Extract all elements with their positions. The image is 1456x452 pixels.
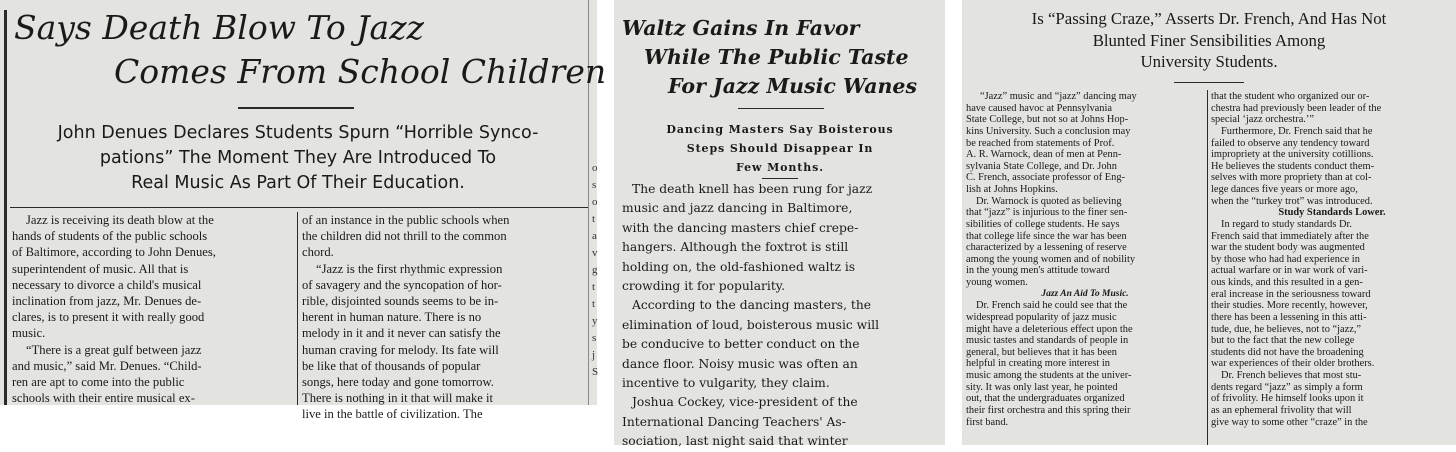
- text-line: be like that of thousands of popular: [302, 358, 481, 373]
- text-line: might have a deleterious effect upon the: [966, 323, 1133, 335]
- deck-line-2: Steps Should Disappear In: [686, 142, 874, 155]
- gutter-char: o: [592, 196, 598, 208]
- text-line: out, that the undergraduates organized: [966, 393, 1125, 405]
- text-line: inclination from jazz, Mr. Denues de-: [12, 294, 202, 309]
- headline-line-2: While The Public Taste: [644, 45, 909, 69]
- gutter-char: t: [592, 281, 596, 293]
- text-line: He believes the students conduct them-: [1211, 160, 1375, 172]
- text-line: schools with their entire musical ex-: [12, 391, 195, 406]
- text-line: music tastes and standards of people in: [966, 335, 1129, 347]
- text-line: helpful in creating more interest in: [966, 358, 1110, 370]
- text-line: ous kinds, and this resulted in a gen-: [1211, 277, 1363, 288]
- text-line: C. French, associate professor of Eng-: [966, 172, 1125, 184]
- text-line: music among the students at the univer-: [966, 370, 1132, 381]
- text-line: French said that immediately after the: [1211, 230, 1369, 242]
- text-line: Dr. French said he could see that the: [976, 300, 1128, 312]
- text-line: give way to some other “craze” in the: [1211, 416, 1368, 428]
- headline-line-1: Says Death Blow To Jazz: [14, 8, 424, 47]
- text-line: sibilities of college students. He says: [966, 218, 1120, 230]
- text-line: first band.: [966, 416, 1009, 428]
- body-column: [622, 180, 942, 452]
- left-border-rule: [4, 10, 7, 405]
- text-line: hangers. Although the foxtrot is still: [622, 240, 849, 255]
- text-line: eral increase in the seriousness toward: [1211, 288, 1371, 300]
- text-line: when the “turkey trot” was introduced.: [1211, 195, 1373, 207]
- text-line: music and jazz dancing in Baltimore,: [622, 201, 853, 216]
- adjacent-column-fragment: [592, 160, 598, 381]
- text-line: “Jazz is the first rhythmic expression: [316, 261, 503, 276]
- text-line: special ‘jazz orchestra.’”: [1211, 114, 1314, 126]
- text-line: ren are apt to come into the public: [12, 375, 185, 390]
- text-line: necessary to divorce a child's musical: [12, 277, 202, 292]
- text-line: young women.: [966, 277, 1028, 288]
- text-line: dents regard “jazz” as simply a form: [1211, 381, 1363, 393]
- text-line: by those who had had experience in: [1211, 253, 1360, 265]
- headline: [618, 14, 942, 101]
- text-line: Dr. French believes that most stu-: [1221, 370, 1362, 381]
- text-line: chord.: [302, 245, 334, 260]
- text-line: and music,” said Mr. Denues. “Child-: [12, 358, 202, 373]
- text-line: characterized by a lessening of reserve: [966, 242, 1127, 254]
- text-line: have caused havoc at Pennsylvania: [966, 102, 1112, 114]
- body-column-1: [966, 91, 1204, 428]
- deck: [618, 120, 942, 177]
- text-line: elimination of loud, boisterous music will: [622, 317, 880, 332]
- text-line: According to the dancing masters, the: [632, 298, 872, 313]
- text-line: widespread popularity of jazz music: [966, 311, 1117, 323]
- headline: [964, 8, 1454, 73]
- text-line: rible, disjointed sounds seems to be in-: [302, 294, 499, 309]
- gutter-char: v: [592, 247, 598, 259]
- text-line: Joshua Cockey, vice-president of the: [632, 395, 858, 410]
- text-line: There is nothing in it that will make it: [302, 391, 493, 406]
- gutter-char: s: [592, 179, 597, 191]
- text-line: failed to observe any tendency toward: [1211, 137, 1370, 149]
- text-line: incentive to vulgarity, they claim.: [622, 376, 830, 391]
- text-line: lege dances five years or more ago,: [1211, 184, 1358, 195]
- text-line: with the dancing masters chief crepe-: [622, 220, 859, 235]
- text-line: melody in it and it never can satisfy the: [302, 326, 501, 341]
- deck-line-1: Dancing Masters Say Boisterous: [666, 123, 894, 136]
- text-line: dance floor. Noisy music was often an: [622, 356, 858, 371]
- text-line: songs, here today and gone tomorrow.: [302, 375, 494, 390]
- text-line: “Jazz” music and “jazz” dancing may: [980, 91, 1137, 102]
- text-line: human craving for melody. Its fate will: [302, 342, 499, 357]
- text-line: be reached from statements of Prof.: [966, 137, 1115, 149]
- headline-line-1: Waltz Gains In Favor: [622, 16, 860, 40]
- text-line: In regard to study standards Dr.: [1221, 218, 1353, 230]
- text-line: kins University. Such a conclusion may: [966, 125, 1131, 137]
- text-line: of savagery and the syncopation of hor-: [302, 277, 502, 292]
- text-line: lish at Johns Hopkins.: [966, 184, 1058, 195]
- text-line: A. R. Warnock, dean of men at Penn-: [966, 149, 1122, 161]
- subhead: Jazz An Aid To Music.: [1041, 288, 1129, 299]
- text-line: “There is a great gulf between jazz: [26, 342, 202, 357]
- gutter-char: s: [592, 332, 597, 344]
- text-line: Furthermore, Dr. French said that he: [1221, 125, 1373, 137]
- clipping-passing-craze: [962, 0, 1456, 445]
- text-line: impropriety at the university cotillions.: [1211, 149, 1374, 161]
- text-line: that college life since the war has been: [966, 230, 1127, 242]
- deck-divider: [762, 178, 798, 179]
- clipping-waltz-gains: [614, 0, 945, 449]
- body-column-2: [302, 212, 586, 423]
- headline-line-2: Comes From School Children: [114, 52, 607, 91]
- text-line: International Dancing Teachers' As-: [622, 414, 846, 429]
- text-line: music.: [12, 326, 46, 341]
- text-line: Jazz is receiving its death blow at the: [26, 213, 214, 227]
- text-line: their studies. More recently, however,: [1211, 300, 1368, 312]
- text-line: that the student who organized our or-: [1211, 91, 1370, 102]
- deck-line-3: Real Music As Part Of Their Education.: [131, 173, 465, 193]
- gutter-char: j: [592, 349, 596, 361]
- headline-divider: [1174, 82, 1244, 83]
- headline-line-2: Blunted Finer Sensibilities Among: [1092, 30, 1326, 50]
- gutter-char: t: [592, 298, 596, 310]
- gutter-char: S: [592, 366, 599, 378]
- text-line: Dr. Warnock is quoted as believing: [976, 195, 1122, 207]
- text-line: there has been a lessening in this atti-: [1211, 311, 1367, 323]
- text-line: herent in human nature. There is no: [302, 310, 482, 325]
- deck: [12, 121, 584, 196]
- text-line: The death knell has been rung for jazz: [632, 182, 873, 196]
- column-rule: [1207, 90, 1208, 445]
- text-line: students did not have the broadening: [1211, 346, 1364, 358]
- body-column-1: [12, 212, 294, 406]
- text-line: of an instance in the public schools when: [302, 213, 510, 227]
- text-line: of Baltimore, according to John Denues,: [12, 245, 216, 260]
- text-line: among the young women and of nobility: [966, 253, 1136, 265]
- text-line: tude, due, he believes, not to “jazz,”: [1211, 323, 1362, 335]
- gutter-char: o: [592, 162, 598, 174]
- text-line: sylvania State College, and Dr. John: [966, 160, 1117, 172]
- gutter-char: y: [592, 315, 598, 327]
- text-line: their first orchestra and this spring their: [966, 404, 1131, 416]
- text-line: war experiences of their older brothers.: [1211, 358, 1375, 370]
- text-line: war the student body was augmented: [1211, 242, 1365, 254]
- text-line: sociation, last night said that winter: [622, 434, 848, 449]
- text-line: in the young men's attitude toward: [966, 265, 1110, 277]
- text-line: superintendent of music. All that is: [12, 261, 189, 276]
- subhead: Study Standards Lower.: [1278, 207, 1386, 219]
- text-line: selves with more propriety than at col-: [1211, 172, 1372, 184]
- text-line: live in the battle of civilization. The: [302, 407, 483, 422]
- gutter-char: t: [592, 213, 596, 225]
- deck-line-1: John Denues Declares Students Spurn “Horrible Synco-: [57, 123, 539, 143]
- text-line: clares, is to present it with really good: [12, 310, 205, 325]
- text-line: chestra had previously been leader of the: [1211, 102, 1382, 114]
- text-line: crowding it for popularity.: [622, 279, 786, 294]
- clipping-death-blow: [0, 0, 607, 422]
- gutter-char: a: [592, 230, 597, 242]
- headline: [10, 6, 607, 94]
- headline-divider: [238, 107, 354, 109]
- text-line: actual warfare or in war work of vari-: [1211, 265, 1368, 277]
- headline-line-1: Is “Passing Craze,” Asserts Dr. French, And Has Not: [1031, 9, 1387, 28]
- column-rule: [297, 212, 298, 405]
- deck-line-2: pations” The Moment They Are Introduced To: [99, 148, 497, 168]
- headline-divider: [738, 108, 824, 109]
- text-line: State College, but not so at Johns Hop-: [966, 114, 1129, 126]
- deck-line-3: Few Months.: [735, 161, 825, 174]
- body-column-2: [1211, 91, 1453, 428]
- headline-line-3: University Students.: [1140, 52, 1278, 71]
- text-line: hands of students of the public schools: [12, 229, 208, 244]
- text-line: that “jazz” is injurious to the finer sen-: [966, 207, 1128, 219]
- text-line: sity. It was only last year, he pointed: [966, 381, 1118, 393]
- deck-divider: [10, 207, 588, 208]
- text-line: of frivolity. He himself looks upon it: [1211, 393, 1364, 405]
- text-line: general, but believes that it has been: [966, 346, 1117, 358]
- text-line: as an ephemeral frivolity that will: [1211, 404, 1352, 416]
- text-line: the children did not thrill to the common: [302, 229, 507, 244]
- gutter-char: g: [592, 264, 598, 276]
- headline-line-3: For Jazz Music Wanes: [668, 74, 918, 98]
- text-line: be conducive to better conduct on the: [622, 337, 860, 352]
- text-line: holding on, the old-fashioned waltz is: [622, 259, 856, 274]
- text-line: but to the fact that the new college: [1211, 335, 1355, 347]
